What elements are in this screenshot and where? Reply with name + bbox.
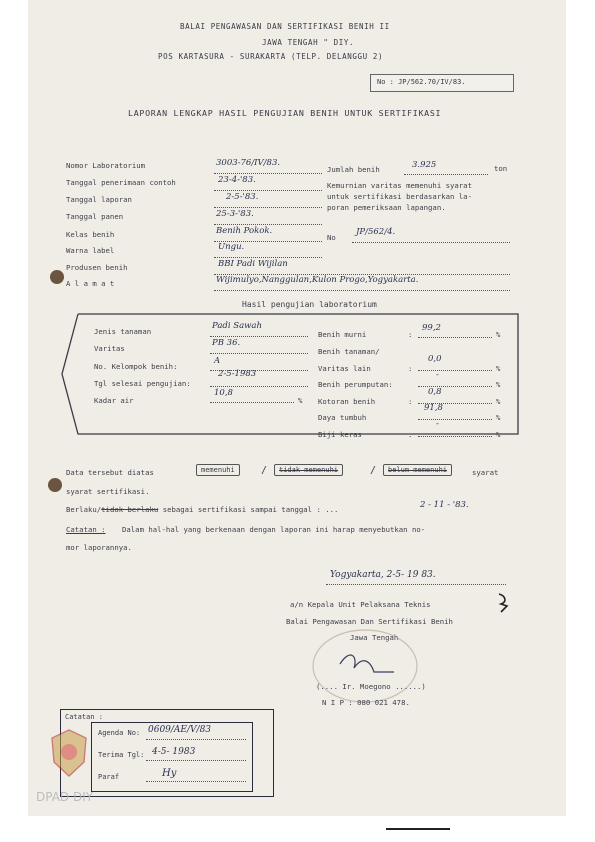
agenda-value: 0609/AE/V/83 [148, 725, 212, 735]
result-colon-benih-murni: : [408, 330, 413, 339]
kemurnian-note-1: Kemurnian varitas memenuhi syarat [327, 181, 472, 190]
result-label-kotoran: Kotoran benih [318, 397, 376, 406]
berlaku-text: sebagai sertifikasi sampai tanggal : ... [162, 505, 339, 514]
result-label-jenis-tanaman: Jenis tanaman [94, 327, 152, 336]
field-label-no: No [327, 233, 336, 242]
signature-name: (.... Ir. Moegono ......) [316, 682, 426, 691]
slash-1: / [261, 465, 268, 476]
result-label-biji-keras: Biji keras [318, 430, 362, 439]
tidak-berlaku-struck: tidak berlaku [101, 505, 159, 514]
catatan-text-1: Dalam hal-hal yang berkenaan dengan laporan ini harap menyebutkan no- [122, 525, 426, 534]
punch-hole-top [50, 270, 64, 284]
receipt-stamp-title: Catatan : [65, 713, 103, 721]
result-value-kelompok: A [214, 356, 221, 366]
result-value-kotoran: 0,8 [428, 387, 442, 397]
field-label-tgl-panen: Tanggal panen [66, 212, 124, 221]
field-value-jumlah-benih: 3.925 [412, 160, 437, 170]
result-value-biji-keras: - [436, 419, 439, 429]
result-value-varitas-lain: 0,0 [428, 354, 442, 364]
field-value-tgl-penerimaan: 23-4-'83. [218, 175, 256, 185]
result-label-perumputan: Benih perumputan: [318, 380, 393, 389]
field-value-tgl-panen: 25-3-'83. [216, 209, 254, 219]
result-colon-kotoran: : [408, 397, 413, 406]
agenda-label: Agenda No: [98, 729, 141, 737]
field-value-alamat: Wijimulyo,Nanggulan,Kulon Progo,Yogyakarta. [216, 275, 419, 285]
result-label-varitas: Varitas [94, 344, 125, 353]
reference-number-box [370, 74, 514, 92]
punch-hole-bottom [48, 478, 62, 492]
result-value-tgl-selesai: 2-5-1983 [218, 369, 257, 379]
statement-line-2: syarat sertifikasi. [66, 487, 150, 496]
result-label-kadar-air: Kadar air [94, 396, 134, 405]
kemurnian-note-3: poran pemeriksaan lapangan. [327, 203, 446, 212]
result-label-daya-tumbuh: Daya tumbuh [318, 413, 367, 422]
archive-emblem-icon [48, 728, 90, 780]
field-label-jumlah-benih: Jumlah benih [327, 165, 380, 174]
watermark-text: DPAD DIY [36, 790, 94, 804]
result-value-daya-tumbuh: 91,8 [424, 403, 443, 413]
result-value-varitas: PB 36. [212, 338, 241, 348]
result-label-tgl-selesai: Tgl selesai pengujian: [94, 379, 191, 388]
signature-an: a/n Kepala Unit Pelaksana Teknis [290, 600, 431, 609]
result-unit-kadar-air: % [298, 396, 303, 405]
result-colon-biji-keras: : [408, 430, 413, 439]
result-unit-benih-murni: % [496, 330, 501, 339]
receipt-stamp-inner [91, 722, 253, 792]
field-label-kelas-benih: Kelas benih [66, 230, 115, 239]
statement-prefix: Data tersebut diatas [66, 468, 154, 477]
result-value-benih-murni: 99,2 [422, 323, 441, 333]
results-heading: Hasil pengujian laboratorium [242, 300, 377, 309]
option-tidak-memenuhi: tidak memenuhi [274, 464, 343, 476]
catatan-label: Catatan : [66, 525, 106, 534]
result-value-perumputan: - [436, 370, 439, 380]
bottom-rule [386, 828, 450, 830]
field-label-tgl-penerimaan: Tanggal penerimaan contoh [66, 178, 176, 187]
catatan-text-2: mor laporannya. [66, 543, 132, 552]
berlaku-date: 2 - 11 - '83. [420, 500, 469, 510]
statement-suffix: syarat [472, 468, 499, 477]
header-line-3: POS KARTASURA - SURAKARTA (TELP. DELANGGU 2) [158, 52, 384, 61]
field-value-kelas-benih: Benih Pokok. [216, 226, 273, 236]
result-label-varitas-lain: Varitas lain [318, 364, 371, 373]
field-label-produsen: Produsen benih [66, 263, 128, 272]
field-value-tgl-laporan: 2-5-'83. [226, 192, 259, 202]
result-unit-daya-tumbuh: % [496, 413, 501, 422]
field-label-tgl-laporan: Tanggal laporan [66, 195, 132, 204]
result-value-kadar-air: 10,8 [214, 388, 233, 398]
result-value-jenis-tanaman: Padi Sawah [212, 321, 262, 331]
result-label-benih-tanaman: Benih tanaman/ [318, 347, 380, 356]
field-value-no: JP/562/4. [356, 227, 396, 237]
field-label-alamat: A l a m a t [66, 279, 115, 288]
berlaku-label: Berlaku/ [66, 505, 102, 514]
reference-number: No : JP/562.70/IV/83. [377, 78, 466, 86]
document-title: LAPORAN LENGKAP HASIL PENGUJIAN BENIH UNTUK SERTIFIKASI [128, 108, 442, 118]
terima-value: 4-5- 1983 [152, 747, 196, 757]
signature-check-icon [496, 592, 510, 614]
kemurnian-note-2: untuk sertifikasi berdasarkan la- [327, 192, 472, 201]
option-memenuhi: memenuhi [196, 464, 240, 476]
field-value-warna-label: Ungu. [218, 242, 245, 252]
result-label-benih-murni: Benih murni [318, 330, 367, 339]
field-unit-jumlah-benih: ton [494, 164, 508, 173]
result-unit-biji-keras: % [496, 430, 501, 439]
signature-org-2: Jawa Tengah [350, 633, 399, 642]
signature-place-date: Yogyakarta, 2-5- 19 83. [330, 570, 436, 580]
signature-nip: N I P : 080 021 478. [322, 698, 410, 707]
field-value-produsen: BBI Padi Wijilan [218, 259, 288, 269]
field-value-nomor-lab: 3003-76/IV/83. [216, 158, 281, 168]
paraf-value: Hy [162, 768, 177, 779]
official-stamp-seal [310, 626, 420, 706]
berlaku-a [66, 505, 338, 514]
field-label-nomor-lab: Nomor Laboratorium [66, 161, 146, 170]
option-belum-memenuhi: belum memenuhi [383, 464, 452, 476]
field-label-warna-label: Warna label [66, 246, 115, 255]
result-unit-perumputan: % [496, 380, 501, 389]
result-colon-varitas-lain: : [408, 364, 413, 373]
result-label-kelompok: No. Kelompok benih: [94, 362, 178, 371]
header-line-2: JAWA TENGAH " DIY. [262, 38, 355, 47]
result-unit-varitas-lain: % [496, 364, 501, 373]
receipt-stamp-box [60, 709, 274, 797]
header-line-1: BALAI PENGAWASAN DAN SERTIFIKASI BENIH II [180, 22, 390, 31]
result-unit-kotoran: % [496, 397, 501, 406]
signature-org-1: Balai Pengawasan Dan Sertifikasi Benih [286, 617, 453, 626]
slash-2: / [370, 465, 377, 476]
terima-label: Terima Tgl: [98, 751, 145, 759]
paraf-label: Paraf [98, 773, 120, 781]
